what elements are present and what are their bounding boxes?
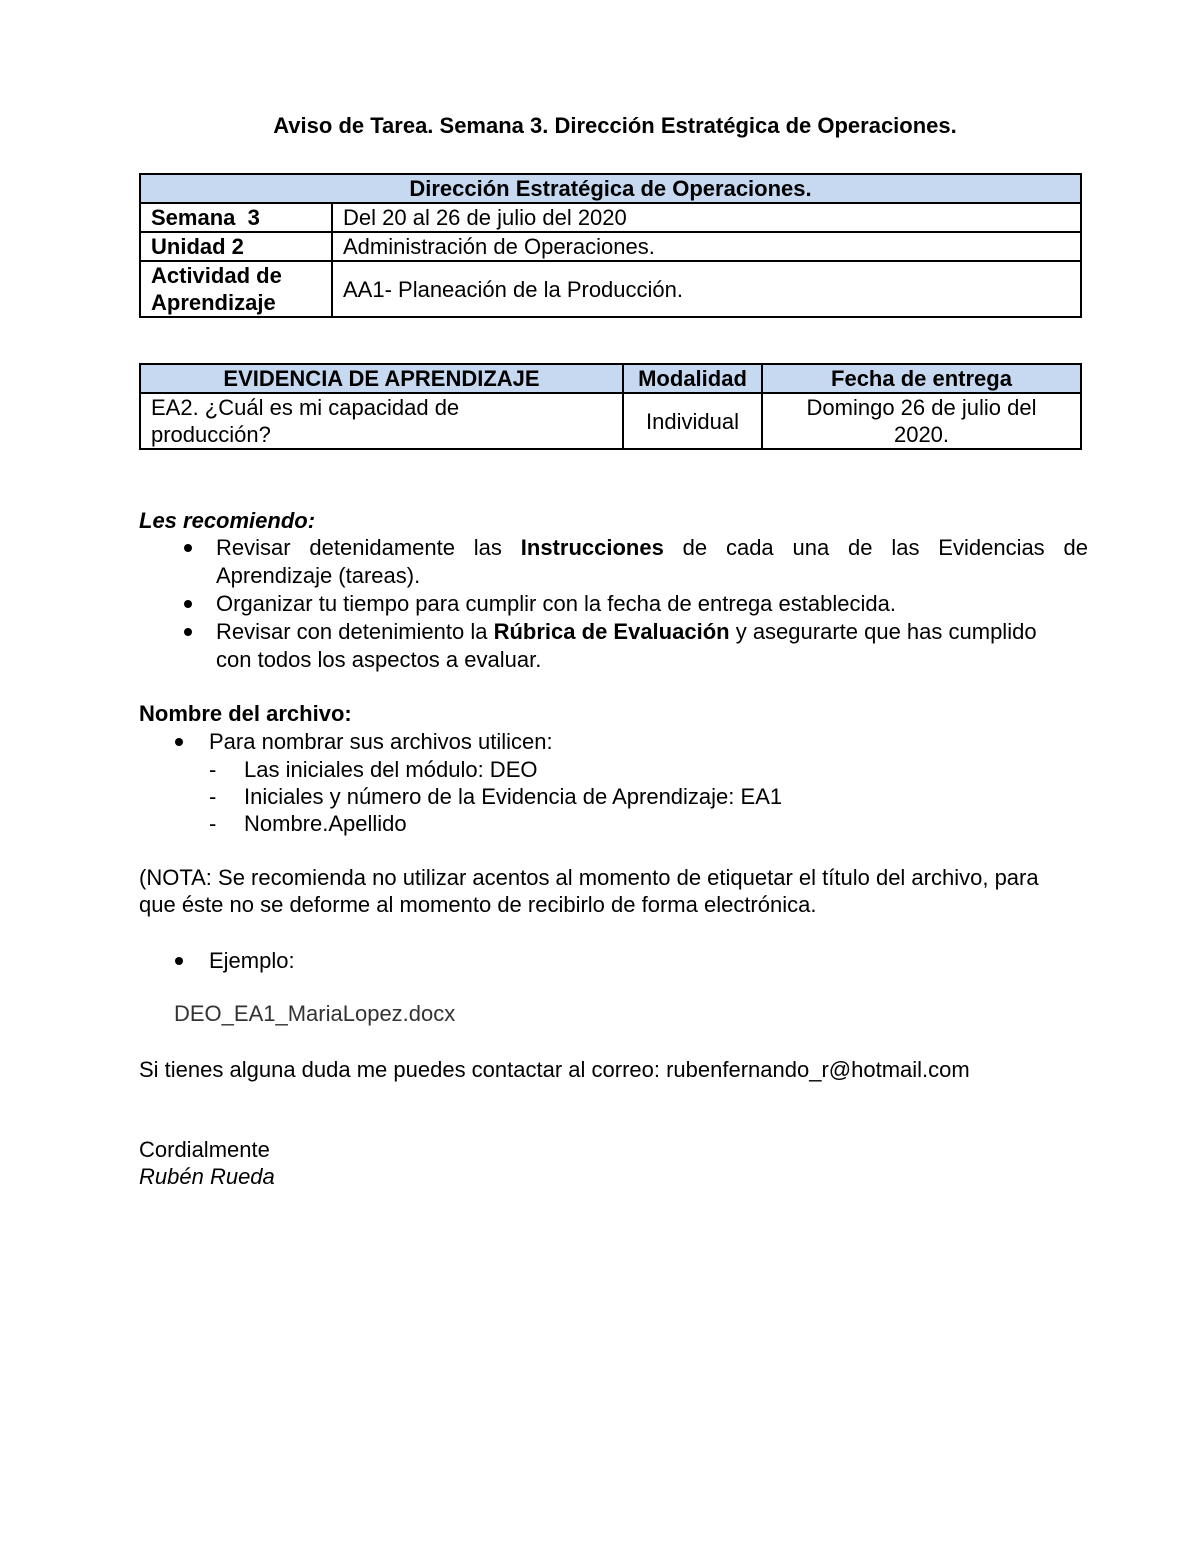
filename-instruction: Para nombrar sus archivos utilicen: <box>209 729 553 754</box>
bullet-icon <box>184 628 192 636</box>
evidence-header: EVIDENCIA DE APRENDIZAJE <box>140 364 623 393</box>
recommend-item-1-text: Revisar detenidamente las <box>216 535 502 560</box>
activity-label: Actividad de Aprendizaje <box>140 261 332 317</box>
evidence-table <box>139 363 1082 450</box>
signature-name: Rubén Rueda <box>139 1164 275 1189</box>
activity-value: AA1- Planeación de la Producción. <box>332 261 1081 317</box>
instructions-emphasis: Instrucciones <box>520 535 664 560</box>
recommend-item-2: Organizar tu tiempo para cumplir con la fecha de entrega establecida. <box>216 591 896 616</box>
dash-marker: - <box>209 757 217 782</box>
document-title: Aviso de Tarea. Semana 3. Dirección Estratégica de Operaciones. <box>273 113 957 138</box>
note-line-2: que éste no se deforme al momento de recibirlo de forma electrónica. <box>139 892 817 917</box>
note-line-1: (NOTA: Se recomienda no utilizar acentos al momento de etiquetar el título del archivo, para <box>139 865 1039 890</box>
filename-heading: Nombre del archivo: <box>139 701 352 726</box>
due-date-header: Fecha de entrega <box>762 364 1081 393</box>
filename-item-2: Iniciales y número de la Evidencia de Aprendizaje: EA1 <box>244 784 783 809</box>
week-label: Semana 3 <box>140 203 332 232</box>
recommend-item-3-line2: con todos los aspectos a evaluar. <box>216 647 542 672</box>
example-label: Ejemplo: <box>209 948 295 973</box>
filename-item-3: Nombre.Apellido <box>244 811 407 836</box>
recommend-item-3 <box>216 618 1096 645</box>
unit-value: Administración de Operaciones. <box>332 232 1081 261</box>
course-info-table <box>139 173 1082 318</box>
closing: Cordialmente <box>139 1137 270 1162</box>
modality-header: Modalidad <box>623 364 762 393</box>
rubric-emphasis: Rúbrica de Evaluación <box>493 619 730 644</box>
recommend-heading: Les recomiendo: <box>139 508 316 533</box>
bullet-icon <box>184 544 192 552</box>
bullet-icon <box>175 957 183 965</box>
modality-cell: Individual <box>623 393 762 449</box>
example-filename: DEO_EA1_MariaLopez.docx <box>174 1001 456 1026</box>
course-info-header: Dirección Estratégica de Operaciones. <box>140 174 1081 203</box>
unit-label: Unidad 2 <box>140 232 332 261</box>
recommend-item-1-line2: Aprendizaje (tareas). <box>216 563 421 588</box>
recommend-item-3-text: Revisar con detenimiento la <box>216 619 488 644</box>
recommend-item-1 <box>216 534 1088 561</box>
evidence-cell: EA2. ¿Cuál es mi capacidad de producción? <box>140 393 623 449</box>
week-value: Del 20 al 26 de julio del 2020 <box>332 203 1081 232</box>
contact-line: Si tienes alguna duda me puedes contactar al correo: rubenfernando_r@hotmail.com <box>139 1057 970 1082</box>
recommend-item-1-text-end: de cada una de las Evidencias de <box>682 535 1088 560</box>
filename-item-1: Las iniciales del módulo: DEO <box>244 757 538 782</box>
dash-marker: - <box>209 811 217 836</box>
recommend-item-3-text-end: y asegurarte que has cumplido <box>735 619 1037 644</box>
bullet-icon <box>175 738 183 746</box>
due-date-cell: Domingo 26 de julio del 2020. <box>762 393 1081 449</box>
bullet-icon <box>184 600 192 608</box>
dash-marker: - <box>209 784 217 809</box>
